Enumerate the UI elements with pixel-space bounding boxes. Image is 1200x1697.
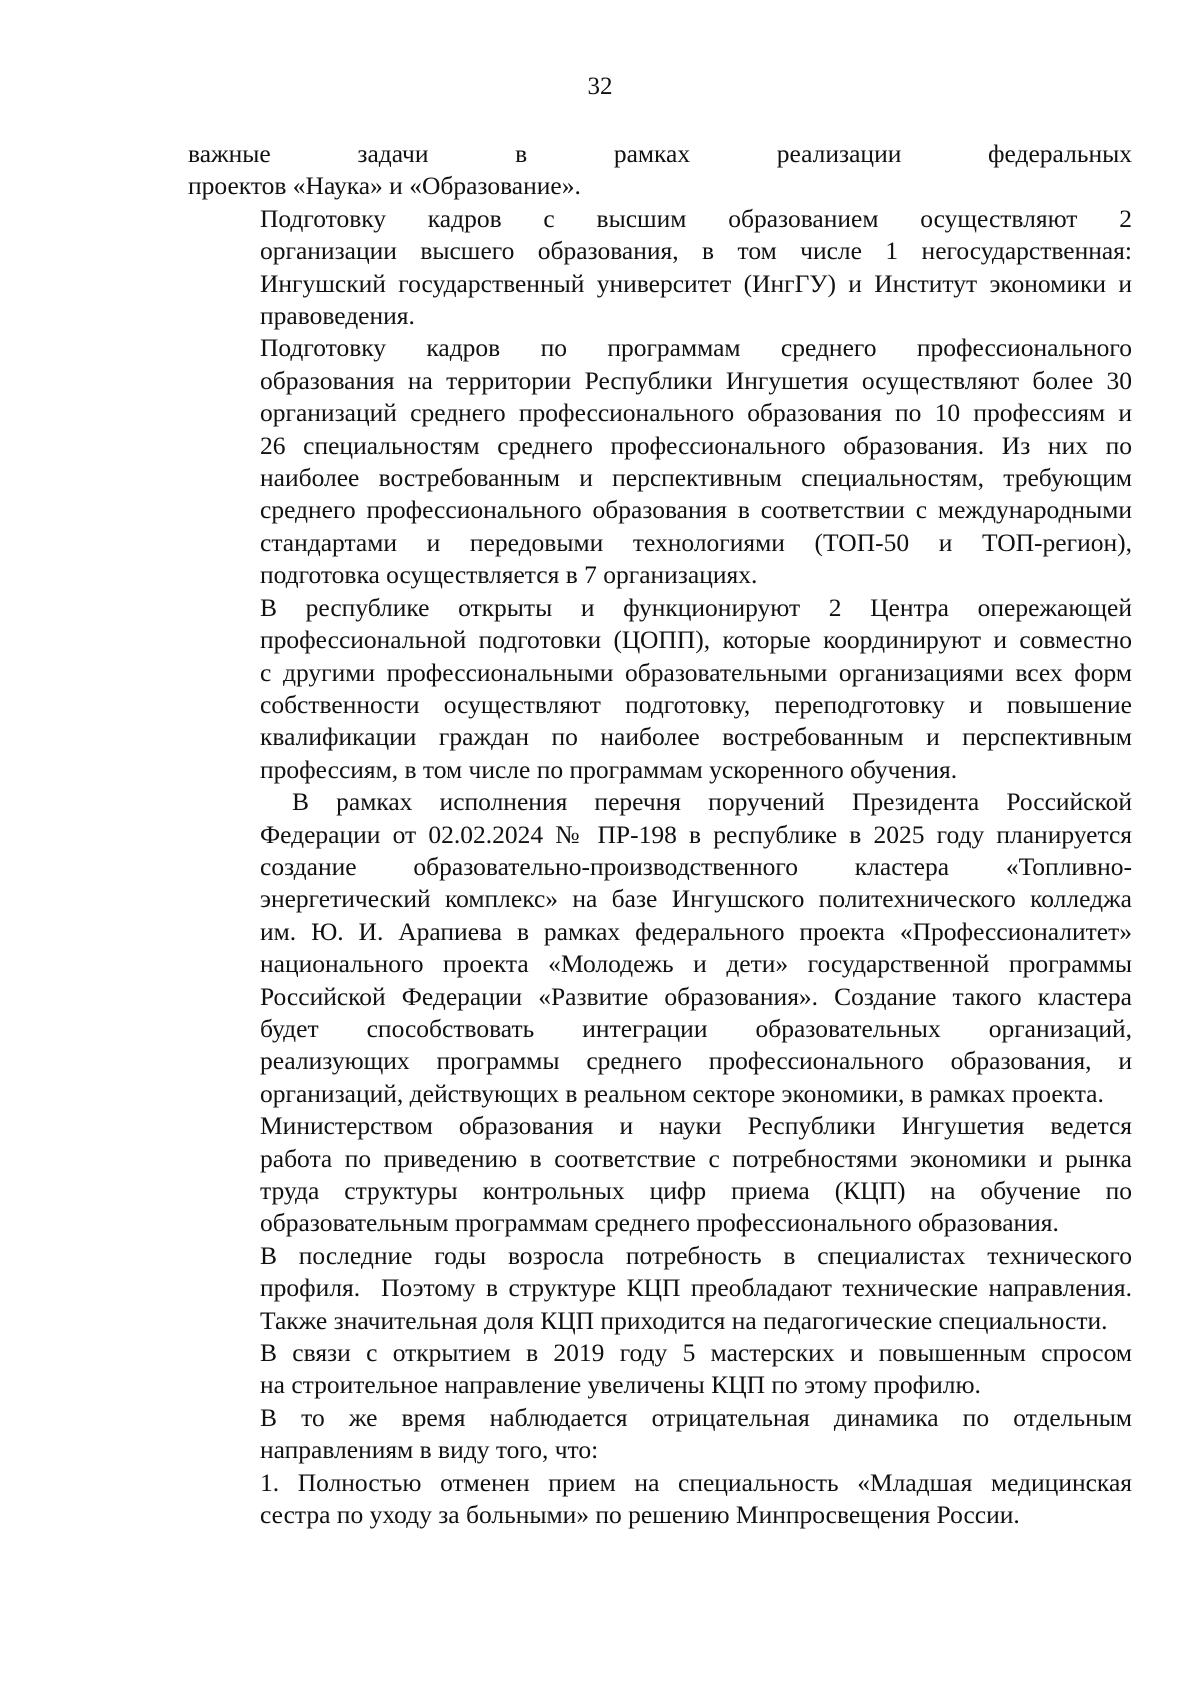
text-line: им. Ю. И. Арапиева в рамках федерального проекта «Профессионалитет»	[260, 916, 1132, 946]
text-line: сестра по уходу за больными» по решению Минпросвещения России.	[260, 1500, 1020, 1530]
text-line: создание образовательно-производственного кластера «Топливно-	[260, 851, 1132, 881]
text-line: стандартами и передовыми технологиями (ТОП-50 и ТОП-регион),	[260, 527, 1132, 557]
text-line: национального проекта «Молодежь и дети» государственной программы	[260, 949, 1132, 979]
text-line: Федерации от 02.02.2024 № ПР-198 в республике в 2025 году планируется	[260, 819, 1132, 849]
text-line: организаций среднего профессионального образования по 10 профессиям и	[260, 398, 1132, 428]
text-line: организаций, действующих в реальном секторе экономики, в рамках проекта.	[260, 1078, 1104, 1108]
paragraph-ministry-work	[188, 1110, 1132, 1240]
list-item-1	[188, 1467, 1132, 1532]
text-line: Также значительная доля КЦП приходится на педагогические специальности.	[260, 1305, 1108, 1335]
text-line: Подготовку кадров с высшим образованием осуществляют 2	[260, 203, 1132, 233]
text-line: реализующих программы среднего профессионального образования, и	[260, 1046, 1132, 1076]
text-line: В республике открыты и функционируют 2 Центра опережающей	[260, 592, 1132, 622]
text-line: среднего профессионального образования в соответствии с международными	[260, 495, 1132, 525]
paragraph-cluster-creation	[188, 786, 1132, 1110]
text-line: профиля. Поэтому в структуре КЦП преобладают технические направления.	[260, 1273, 1132, 1303]
text-line: квалификации граждан по наиболее востребованным и перспективным	[260, 722, 1132, 752]
text-line: подготовка осуществляется в 7 организациях.	[260, 560, 758, 590]
text-line: профессиональной подготовки (ЦОПП), которые координируют и совместно	[260, 625, 1132, 655]
text-line: профессиям, в том числе по программам ускоренного обучения.	[260, 754, 958, 784]
paragraph-higher-education	[188, 203, 1132, 333]
document-body	[188, 138, 1132, 1531]
text-line: В последние годы возросла потребность в специалистах технического	[260, 1240, 1132, 1270]
text-line: образовательным программам среднего профессионального образования.	[260, 1208, 1059, 1238]
text-line: энергетический комплекс» на базе Ингушского политехнического колледжа	[260, 884, 1132, 914]
text-line: 1. Полностью отменен прием на специальность «Младшая медицинская	[260, 1467, 1132, 1497]
text-line: 26 специальностям среднего профессионального образования. Из них по	[260, 430, 1132, 460]
text-line: Подготовку кадров по программам среднего профессионального	[260, 333, 1132, 363]
paragraph-vocational-education	[188, 332, 1132, 591]
text-line: Министерством образования и науки Республики Ингушетия ведется	[260, 1111, 1132, 1141]
text-line: правоведения.	[260, 301, 415, 331]
page-number: 32	[587, 73, 613, 100]
text-line: организации высшего образования, в том числе 1 негосударственная:	[260, 236, 1132, 266]
text-line: В то же время наблюдается отрицательная динамика по отдельным	[260, 1402, 1132, 1432]
paragraph-federal-projects	[188, 138, 1132, 203]
text-line: с другими профессиональными образовательными организациями всех форм	[260, 657, 1132, 687]
paragraph-negative-dynamics	[188, 1402, 1132, 1467]
paragraph-copp-centers	[188, 592, 1132, 786]
text-line: Ингушский государственный университет (ИнгГУ) и Институт экономики и	[260, 268, 1132, 298]
text-line: работа по приведению в соответствие с потребностями экономики и рынка	[260, 1143, 1132, 1173]
paragraph-technical-demand	[188, 1240, 1132, 1337]
paragraph-workshops	[188, 1337, 1132, 1402]
text-line: собственности осуществляют подготовку, переподготовку и повышение	[260, 689, 1132, 719]
text-line: образования на территории Республики Ингушетия осуществляют более 30	[260, 365, 1132, 395]
text-line: Российской Федерации «Развитие образования». Создание такого кластера	[260, 981, 1132, 1011]
text-line: труда структуры контрольных цифр приема (КЦП) на обучение по	[260, 1176, 1132, 1205]
text-line: В связи с открытием в 2019 году 5 мастерских и повышенным спросом	[260, 1338, 1132, 1368]
text-line: наиболее востребованным и перспективным специальностям, требующим	[260, 463, 1132, 493]
text-line: важные задачи в рамках реализации федеральных	[188, 139, 1132, 168]
text-line: проектов «Наука» и «Образование».	[188, 171, 581, 201]
text-line: В рамках исполнения перечня поручений Президента Российской	[292, 787, 1132, 817]
text-line: направлениям в виду того, что:	[260, 1435, 599, 1465]
text-line: будет способствовать интеграции образовательных организаций,	[260, 1013, 1132, 1043]
text-line: на строительное направление увеличены КЦП по этому профилю.	[260, 1370, 981, 1400]
